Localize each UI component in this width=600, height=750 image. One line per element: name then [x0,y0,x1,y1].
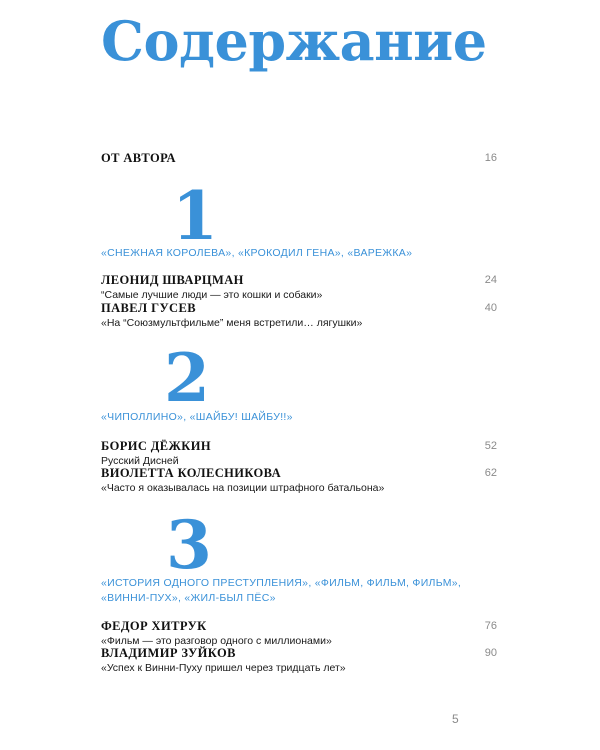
section-number-1: 1 [172,177,218,255]
toc-page-number: 52 [484,440,497,452]
section-number-2: 2 [164,339,210,417]
section-title-2: «ЧИПОЛЛИНО», «ШАЙБУ! ШАЙБУ!!» [101,411,293,423]
chapter-subtitle: «Успех к Винни-Пуху пришел через тридцать лет» [101,662,346,674]
author-name: ФЕДОР ХИТРУК [101,619,207,633]
chapter-subtitle: «Фильм — это разговор одного с миллионами» [101,635,332,647]
toc-page-number: 76 [484,620,497,632]
author-name: ЛЕОНИД ШВАРЦМАН [101,273,244,287]
chapter-subtitle: Русский Дисней [101,455,179,467]
author-name: ВИОЛЕТТА КОЛЕСНИКОВА [101,466,282,480]
toc-page-number: 90 [484,647,497,659]
page-title: Содержание [101,9,487,73]
toc-entry-intro[interactable] [101,150,497,166]
author-name: ПАВЕЛ ГУСЕВ [101,301,196,315]
section-title-1: «СНЕЖНАЯ КОРОЛЕВА», «КРОКОДИЛ ГЕНА», «ВАРЕЖКА» [101,247,413,259]
chapter-subtitle: «Часто я оказывалась на позиции штрафного батальона» [101,482,385,494]
toc-entry[interactable] [101,645,497,676]
author-name: ВЛАДИМИР ЗУЙКОВ [101,646,236,660]
toc-entry[interactable] [101,272,497,303]
chapter-subtitle: «На “Союзмультфильме” меня встретили… лягушки» [101,317,363,329]
author-name: БОРИС ДЁЖКИН [101,439,212,453]
chapter-subtitle: “Самые лучшие люди — это кошки и собаки» [101,289,323,301]
toc-page-number: 40 [484,302,497,314]
toc-page-number: 62 [484,467,497,479]
footer-page-number: 5 [452,712,459,726]
toc-entry[interactable] [101,465,497,496]
section-title-3-line-1: «ИСТОРИЯ ОДНОГО ПРЕСТУПЛЕНИЯ», «ФИЛЬМ, ФИЛЬМ, ФИЛЬМ», [101,577,462,589]
toc-page-number: 24 [484,274,497,286]
section-title-3-line-2: «ВИННИ-ПУХ», «ЖИЛ-БЫЛ ПЁС» [101,592,276,604]
toc-entry-label: ОТ АВТОРА [101,151,176,165]
toc-page-number: 16 [484,152,497,164]
section-number-3: 3 [166,506,212,584]
toc-entry[interactable] [101,300,497,331]
